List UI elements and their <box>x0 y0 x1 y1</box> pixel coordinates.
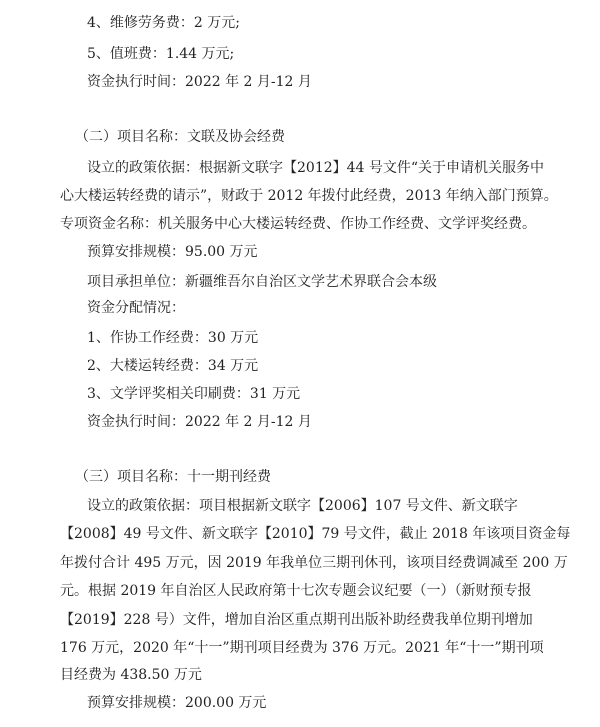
budget-scale-2: 预算安排规模：95.00 万元 <box>87 244 258 260</box>
section-heading-2: （二）项目名称：文联及协会经费 <box>75 129 285 145</box>
policy-basis-3-line5: 【2019】228 号）文件，增加自治区重点期刊出版补助经费我单位期刊增加 <box>60 612 533 628</box>
fund-name-2: 专项资金名称：机关服务中心大楼运转经费、作协工作经费、文学评奖经费。 <box>60 216 536 232</box>
allocation-item-3: 3、文学评奖相关印刷费：31 万元 <box>87 386 301 402</box>
item-repair-fee: 4、维修劳务费：2 万元; <box>87 15 240 31</box>
policy-basis-3-line4: 元。根据 2019 年自治区人民政府第十七次专题会议纪要（一）（新财预专报 <box>60 583 532 599</box>
policy-basis-3-line2: 【2008】49 号文件、新文联字【2010】79 号文件，截止 2018 年该项目资金每 <box>60 526 571 542</box>
undertaking-unit-2: 项目承担单位：新疆维吾尔自治区文学艺术界联合会本级 <box>87 274 437 290</box>
allocation-item-1: 1、作协工作经费：30 万元 <box>87 330 259 346</box>
item-duty-fee: 5、值班费：1.44 万元; <box>87 46 235 62</box>
policy-basis-3-line7: 目经费为 438.50 万元 <box>60 667 202 683</box>
policy-basis-3-line6: 176 万元，2020 年“十一”期刊项目经费为 376 万元。2021 年“十一”期刊项 <box>60 640 544 656</box>
budget-scale-3: 预算安排规模：200.00 万元 <box>87 695 267 711</box>
policy-basis-2-line2: 心大楼运转经费的请示”，财政于 2012 年拨付此经费，2013 年纳入部门预算。 <box>60 188 558 204</box>
allocation-item-2: 2、大楼运转经费：34 万元 <box>87 358 259 374</box>
policy-basis-2-line1: 设立的政策依据：根据新文联字【2012】44 号文件“关于申请机关服务中 <box>87 160 545 176</box>
allocation-heading-2: 资金分配情况： <box>87 300 185 316</box>
policy-basis-3-line1: 设立的政策依据：项目根据新文联字【2006】107 号文件、新文联字 <box>87 498 518 514</box>
execution-time-2: 资金执行时间：2022 年 2 月-12 月 <box>87 414 312 430</box>
section-heading-3: （三）项目名称：十一期刊经费 <box>75 469 271 485</box>
policy-basis-3-line3: 年拨付合计 495 万元，因 2019 年我单位三期刊休刊，该项目经费调减至 200 万 <box>60 555 568 571</box>
execution-time-1: 资金执行时间：2022 年 2 月-12 月 <box>87 74 312 90</box>
